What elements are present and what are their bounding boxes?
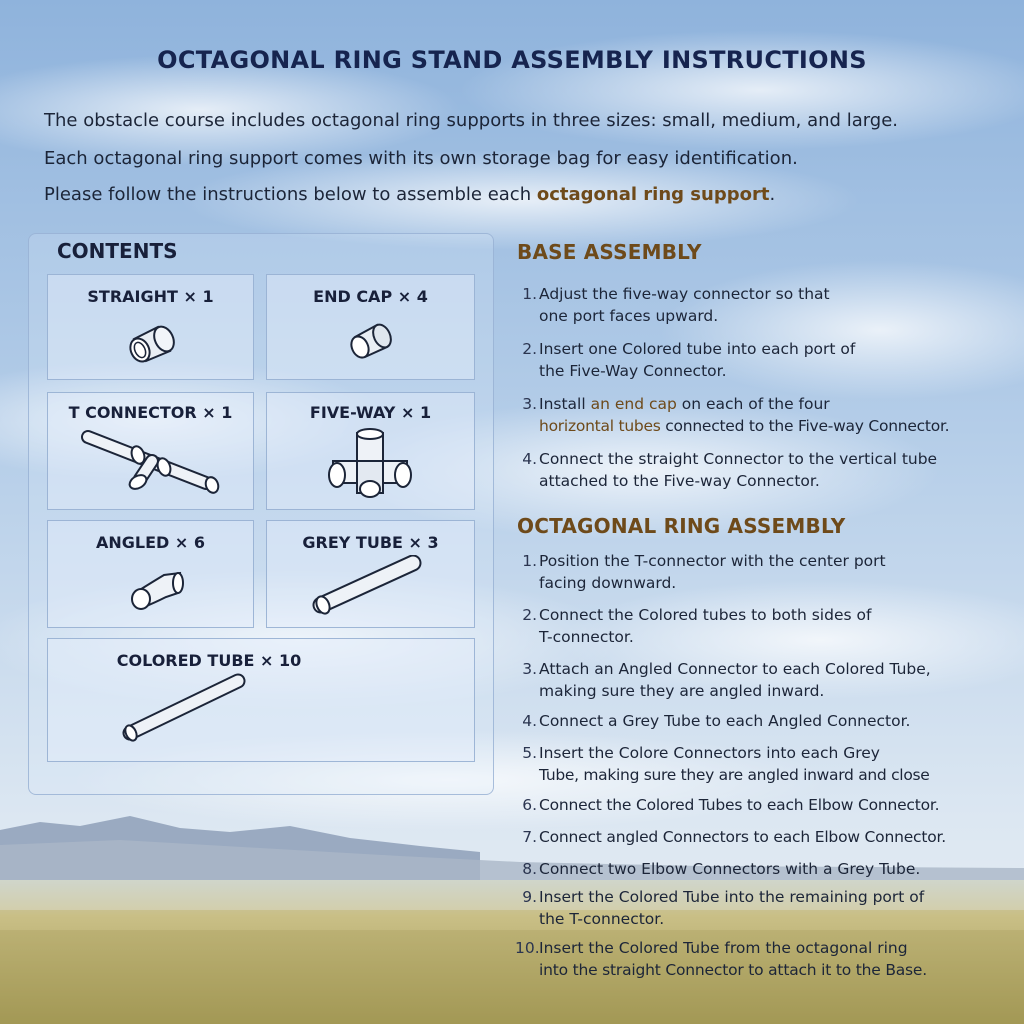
step-text-line: Connect two Elbow Connectors with a Grey Tube. [539, 860, 921, 878]
step-number: 2. [522, 606, 537, 624]
contents-item-grey-tube [266, 520, 475, 628]
grey-tube-icon [311, 555, 427, 621]
step-text-part: Install [539, 395, 591, 413]
step-text-line: the T-connector. [539, 910, 665, 928]
step-text-line: attached to the Five-way Connector. [539, 472, 820, 490]
step-text-line: one port faces upward. [539, 307, 719, 325]
ring-step-4 [515, 710, 1015, 732]
step-number: 1. [522, 285, 537, 303]
ring-step-2 [515, 604, 1015, 648]
step-text-line [539, 393, 830, 415]
angled-connector-icon [124, 561, 188, 621]
contents-item-angled [47, 520, 254, 628]
intro-line-3-prefix: Please follow the instructions below to assemble each [44, 184, 537, 205]
contents-item-label: FIVE-WAY × 1 [309, 403, 432, 422]
step-text-line: the Five-Way Connector. [539, 362, 727, 380]
step-number: 1. [522, 552, 537, 570]
end-cap-icon [343, 317, 399, 361]
base-step-4 [515, 448, 1015, 492]
base-step-3 [515, 393, 1020, 437]
step-number: 7. [522, 828, 537, 846]
step-text-line: Insert the Colored Tube from the octagonal ring [539, 939, 908, 957]
base-step-2 [515, 338, 1015, 382]
step-number: 4. [522, 712, 537, 730]
ring-assembly-title: OCTAGONAL RING ASSEMBLY [517, 514, 846, 538]
contents-item-label: GREY TUBE × 3 [302, 533, 439, 552]
intro-highlight: octagonal ring support [536, 184, 770, 205]
straight-connector-icon [120, 317, 184, 365]
contents-item-label: END CAP × 4 [313, 287, 428, 306]
step-text-line: facing downward. [539, 574, 677, 592]
step-text-part: connected to the Five-way Connector. [660, 417, 950, 435]
intro-line-2: Each octagonal ring support comes with its own storage bag for easy identification. [44, 148, 798, 169]
ring-step-1 [515, 550, 1015, 594]
step-number: 6. [522, 796, 537, 814]
step-text-highlight: horizontal tubes [539, 417, 661, 435]
ring-step-3 [515, 658, 1015, 702]
step-number: 9. [522, 888, 537, 906]
step-text-line: Connect the Colored Tubes to each Elbow Connector. [539, 796, 940, 814]
step-number: 3. [522, 660, 537, 678]
ring-step-5 [515, 742, 1020, 786]
step-text-part: on each of the four [676, 395, 830, 413]
contents-item-label: ANGLED × 6 [96, 533, 205, 552]
step-number: 5. [522, 744, 537, 762]
contents-item-straight [47, 274, 254, 380]
step-text-line: Connect a Grey Tube to each Angled Connector. [539, 712, 911, 730]
base-step-1 [515, 283, 1015, 327]
step-number: 2. [522, 340, 537, 358]
t-connector-icon [78, 427, 228, 503]
contents-item-label: STRAIGHT × 1 [87, 287, 214, 306]
step-text-highlight: an end cap [590, 395, 677, 413]
step-text-line: Insert the Colore Connectors into each Grey [539, 744, 880, 762]
step-text-line: Connect angled Connectors to each Elbow Connector. [539, 828, 947, 846]
contents-item-label: COLORED TUBE × 10 [116, 651, 302, 670]
contents-item-label: T CONNECTOR × 1 [68, 403, 233, 422]
step-text-line: Attach an Angled Connector to each Colored Tube, [539, 660, 931, 678]
intro-line-3-suffix: . [769, 184, 776, 205]
ring-step-8 [515, 858, 1015, 880]
intro-line-3 [44, 184, 775, 205]
step-text-line: Connect the straight Connector to the vertical tube [539, 450, 938, 468]
step-text-line: making sure they are angled inward. [539, 682, 825, 700]
step-text-line: Tube, making sure they are angled inward and close [539, 766, 930, 784]
ring-step-6 [515, 794, 1020, 816]
colored-tube-icon [118, 673, 250, 747]
five-way-connector-icon [327, 427, 413, 501]
step-number: 3. [522, 395, 537, 413]
step-text-line: Insert the Colored Tube into the remaining port of [539, 888, 925, 906]
contents-item-end-cap [266, 274, 475, 380]
step-text-line: T-connector. [539, 628, 634, 646]
step-number: 8. [522, 860, 537, 878]
ring-step-9 [515, 886, 1015, 930]
step-text-line [539, 415, 949, 437]
step-text-line: Position the T-connector with the center port [539, 552, 886, 570]
step-text-line: into the straight Connector to attach it to the Base. [539, 961, 927, 979]
step-text-line: Connect the Colored tubes to both sides of [539, 606, 872, 624]
intro-line-1: The obstacle course includes octagonal ring supports in three sizes: small, medium, and large. [44, 110, 899, 131]
step-number: 10. [515, 939, 540, 957]
contents-item-colored-tube [47, 638, 475, 762]
step-number: 4. [522, 450, 537, 468]
ring-step-7 [515, 826, 1020, 848]
contents-title: CONTENTS [57, 239, 178, 263]
ring-step-10 [515, 937, 1020, 981]
step-text-line: Adjust the five-way connector so that [539, 285, 830, 303]
step-text-line: Insert one Colored tube into each port of [539, 340, 856, 358]
base-assembly-title: BASE ASSEMBLY [517, 240, 702, 264]
contents-item-five-way [266, 392, 475, 510]
page-title: OCTAGONAL RING STAND ASSEMBLY INSTRUCTIONS [157, 46, 867, 74]
contents-item-t-connector [47, 392, 254, 510]
